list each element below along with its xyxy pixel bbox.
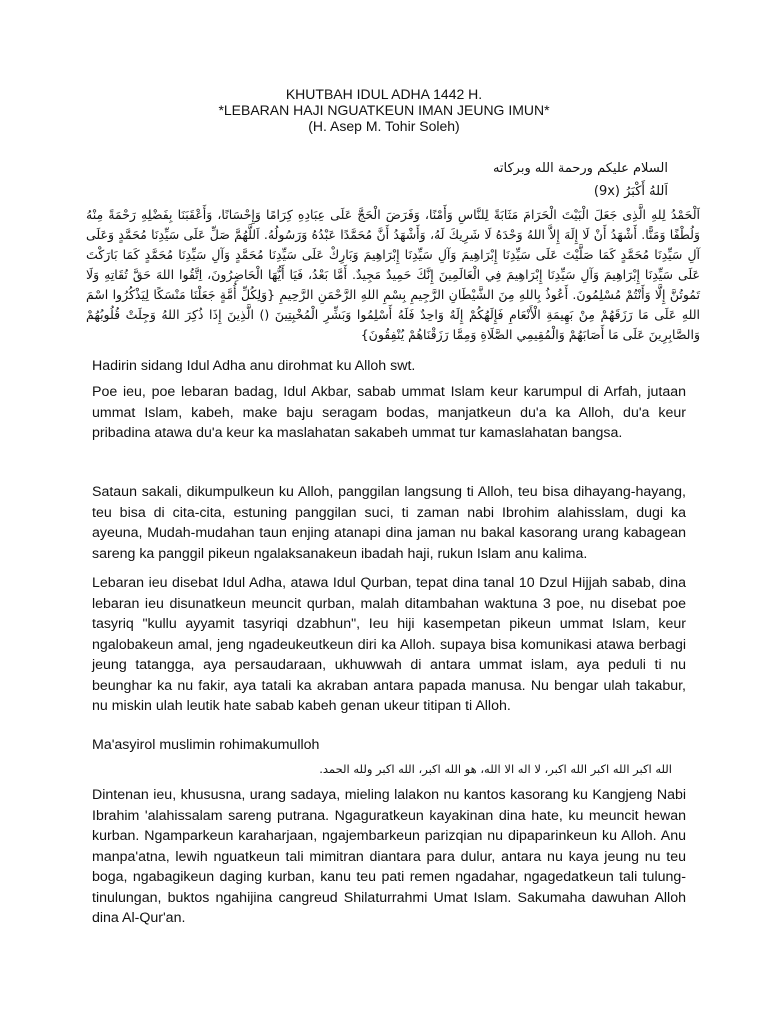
- paragraph-greeting: Hadirin sidang Idul Adha anu dirohmat ku Alloh swt.: [92, 358, 416, 374]
- khutbah-author: (H. Asep M. Tohir Soleh): [308, 118, 460, 134]
- arabic-takbir-9x: اَللهُ أَكْبَرُ (9x): [593, 184, 668, 199]
- khutbah-title: KHUTBAH IDUL ADHA 1442 H.: [285, 86, 483, 102]
- paragraph-panggilan: Sataun sakali, dikumpulkeun ku Alloh, panggilan langsung ti Alloh, teu bisa dihayang-hayang, teu bisa di cita-cita, estuning panggilan suci, ti zaman nabi Ibrohim alahisslam, dugi ka ayeuna, Mudah-mudahan taun enjing atanapi dina jaman nu bakal kasorang urang kabagean sareng ka panggil pikeun ngalaksanakeun ibadah haji, rukun Islam anu kalima.: [92, 484, 686, 562]
- arabic-salam: السلام عليكم ورحمة الله وبركاته: [492, 161, 668, 176]
- arabic-takbir-line: الله اكبر الله اكبر الله اكبر، لا اله الا الله، هو الله اكبر، الله اكبر ولله الحمد.: [319, 762, 672, 776]
- paragraph-maasyirol: Ma'asyirol muslimin rohimakumulloh: [92, 737, 320, 753]
- title-block: [0, 86, 768, 134]
- paragraph-nabi-ibrahim: Dintenan ieu, khususna, urang sadaya, mieling lalakon nu kantos kasorang ku Kangjeng Nabi Ibrahim 'alahissalam sareng putrana. Ngaguratkeun kayakinan dina hate, ku meuncit hewan kurban. Ngamparkeun karaharjaan, ngajembarkeun parizqian nu dipaparinkeun ku Alloh. Anu manpa'atna, lewih nguatkeun tali mimitran diantara para dulur, antara nu kaya jeung nu teu boga, ngabagikeun daging kurban, kanu teu pati remen ngadahar, ngagedatkeun tali tulung-tinulungan, buktos ngahijina cangreud Shilaturrahmi Umat Islam. Sakumaha dawuhan Alloh dina Al-Qur'an.: [92, 787, 686, 926]
- paragraph-idul-adha: Lebaran ieu disebat Idul Adha, atawa Idul Qurban, tepat dina tanal 10 Dzul Hijjah sabab, dina lebaran ieu disunatkeun meuncit qurban, malah ditambahan waktuna 3 poe, nu disebat poe tasyriq "kullu ayyamit tasyriqi dzabhun", Ieu hiji kasempetan pikeun ummat Islam, keur ngalobakeun amal, jeng ngadeukeutkeun diri ka Alloh. supaya bisa komunikasi atawa berbagi jeung tatangga, aya persaudaraan, ukhuwwah di antara ummat islam, aya peduli ti nu beunghar ka nu fakir, aya tatali ka akraban antara papada manusa. Nu bengar ulah takabur, nu miskin ulah leutik hate sabab kabeh genan ukeur titipan ti Alloh.: [92, 575, 686, 714]
- khutbah-subtitle: *LEBARAN HAJI NGUATKEUN IMAN JEUNG IMUN*: [218, 102, 550, 118]
- paragraph-idul-akbar: Poe ieu, poe lebaran badag, Idul Akbar, sabab ummat Islam keur karumpul di Arfah, jutaan ummat Islam, kabeh, make baju seragam bodas, manjatkeun du'a ka Alloh, du'a keur pribadina atawa du'a keur ka maslahatan sakabeh ummat tur kamaslahatan bangsa.: [92, 384, 686, 441]
- arabic-khutbah-opening: اَلْحَمْدُ لِلهِ الَّذِى جَعَلَ الْبَيْتَ الْحَرَامَ مَثَابَةً لِلنَّاسِ وَأَمْنًا، وَفَرَضَ الْحَجَّ عَلَى عِبَادِهِ كِرَامًا وَإِحْسَانًا، وَأَعْقَبَنَا بِفَضْلِهِ رَحْمَةً مِنْهُ وَلُطْفًا وَمَنًّا. أَشْهَدُ أَنْ لَا إِلَهَ إِلاَّ اللهُ وَحْدَهُ لَا شَرِيكَ لَهُ، وَأَشْهَدُ أَنَّ مُحَمَّدًا عَبْدُهُ وَرَسُولُهُ. اَللَّهُمَّ صَلِّ عَلَى سَيِّدِنَا مُحَمَّدٍ وَعَلَى آلِ سَيِّدِنَا مُحَمَّدٍ كَمَا صَلَّيْتَ عَلَى سَيِّدِنَا إِبْرَاهِيمَ وَآلِ سَيِّدِنَا إِبْرَاهِيمَ وَبَارِكْ عَلَى سَيِّدِنَا مُحَمَّدٍ وَآلِ سَيِّدِنَا مُحَمَّدٍ كَمَا بَارَكْتَ عَلَى سَيِّدِنَا إِبْرَاهِيمَ وَآلِ سَيِّدِنَا إِبْرَاهِيمَ فِي الْعَالَمِينَ إِنَّكَ حَمِيدٌ مَجِيدٌ. أَمَّا بَعْدُ، فَيَا أَيُّهَا الْحَاضِرُونَ، اِتَّقُوا اللهَ حَقَّ تُقَاتِهِ وَلَا تَمُوتُنَّ إِلَّا وَأَنْتُمْ مُسْلِمُونَ. أَعُوذُ بِاللهِ مِنَ الشَّيْطَانِ الرَّجِيمِ بِسْمِ اللهِ الرَّحْمَنِ الرَّحِيمِ {وَلِكُلِّ أُمَّةٍ جَعَلْنَا مَنْسَكًا لِيَذْكُرُوا اسْمَ اللهِ عَلَى مَا رَزَقَهُمْ مِنْ بَهِيمَةِ الْأَنْعَامِ فَإِلَهُكُمْ إِلَهٌ وَاحِدٌ فَلَهُ أَسْلِمُوا وَبَشِّرِ الْمُخْبِتِينَ () الَّذِينَ إِذَا ذُكِرَ اللهُ وَجِلَتْ قُلُوبُهُمْ وَالصَّابِرِينَ عَلَى مَا أَصَابَهُمْ وَالْمُقِيمِي الصَّلَاةِ وَمِمَّا رَزَقْنَاهُمْ يُنْفِقُونَ}: [86, 207, 700, 342]
